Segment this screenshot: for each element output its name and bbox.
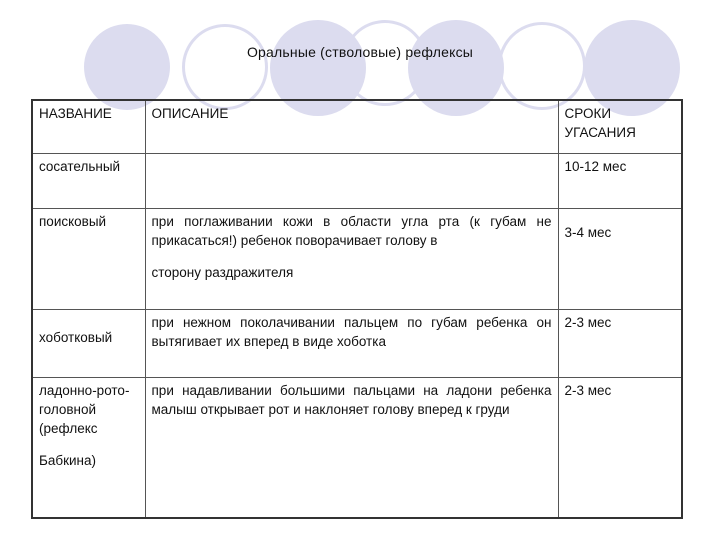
table-header-row [32, 100, 682, 153]
cell-description: при нежном поколачивании пальцем по губам ребенка он вытягивает их вперед в виде хоботка [145, 309, 558, 377]
cell-term: 10-12 мес [558, 153, 682, 208]
cell-name [32, 309, 145, 377]
table-row [32, 377, 682, 518]
slide-title: Оральные (стволовые) рефлексы [246, 44, 474, 60]
reflex-table [31, 99, 683, 519]
decor-circle-6 [498, 22, 586, 110]
cell-description [145, 153, 558, 208]
cell-term [558, 208, 682, 309]
header-term: СРОКИ УГАСАНИЯ [558, 100, 682, 153]
decor-circle-2 [182, 24, 268, 110]
description-text-continued: сторону раздражителя [151, 264, 294, 280]
decor-circle-1 [84, 24, 170, 110]
table-row [32, 153, 682, 208]
cell-term: 2-3 мес [558, 377, 682, 518]
cell-name: поисковый [32, 208, 145, 309]
table-row [32, 309, 682, 377]
cell-term: 2-3 мес [558, 309, 682, 377]
cell-description [145, 208, 558, 309]
cell-description: при надавливании большими пальцами на ладони ребенка малыш открывает рот и наклоняет голову вперед к груди [145, 377, 558, 518]
table-row [32, 208, 682, 309]
name-text-continued: Бабкина) [39, 452, 97, 468]
cell-name [32, 377, 145, 518]
name-text: ладонно-рото-головной (рефлекс [39, 382, 130, 436]
term-text: 3-4 мес [564, 224, 612, 240]
name-text: хоботковый [39, 329, 113, 345]
cell-name: сосательный [32, 153, 145, 208]
description-text: при поглаживании кожи в области угла рта (к губам не прикасаться!) ребенок поворачивает голову в [151, 213, 552, 248]
header-description: ОПИСАНИЕ [145, 100, 558, 153]
header-name: НАЗВАНИЕ [32, 100, 145, 153]
